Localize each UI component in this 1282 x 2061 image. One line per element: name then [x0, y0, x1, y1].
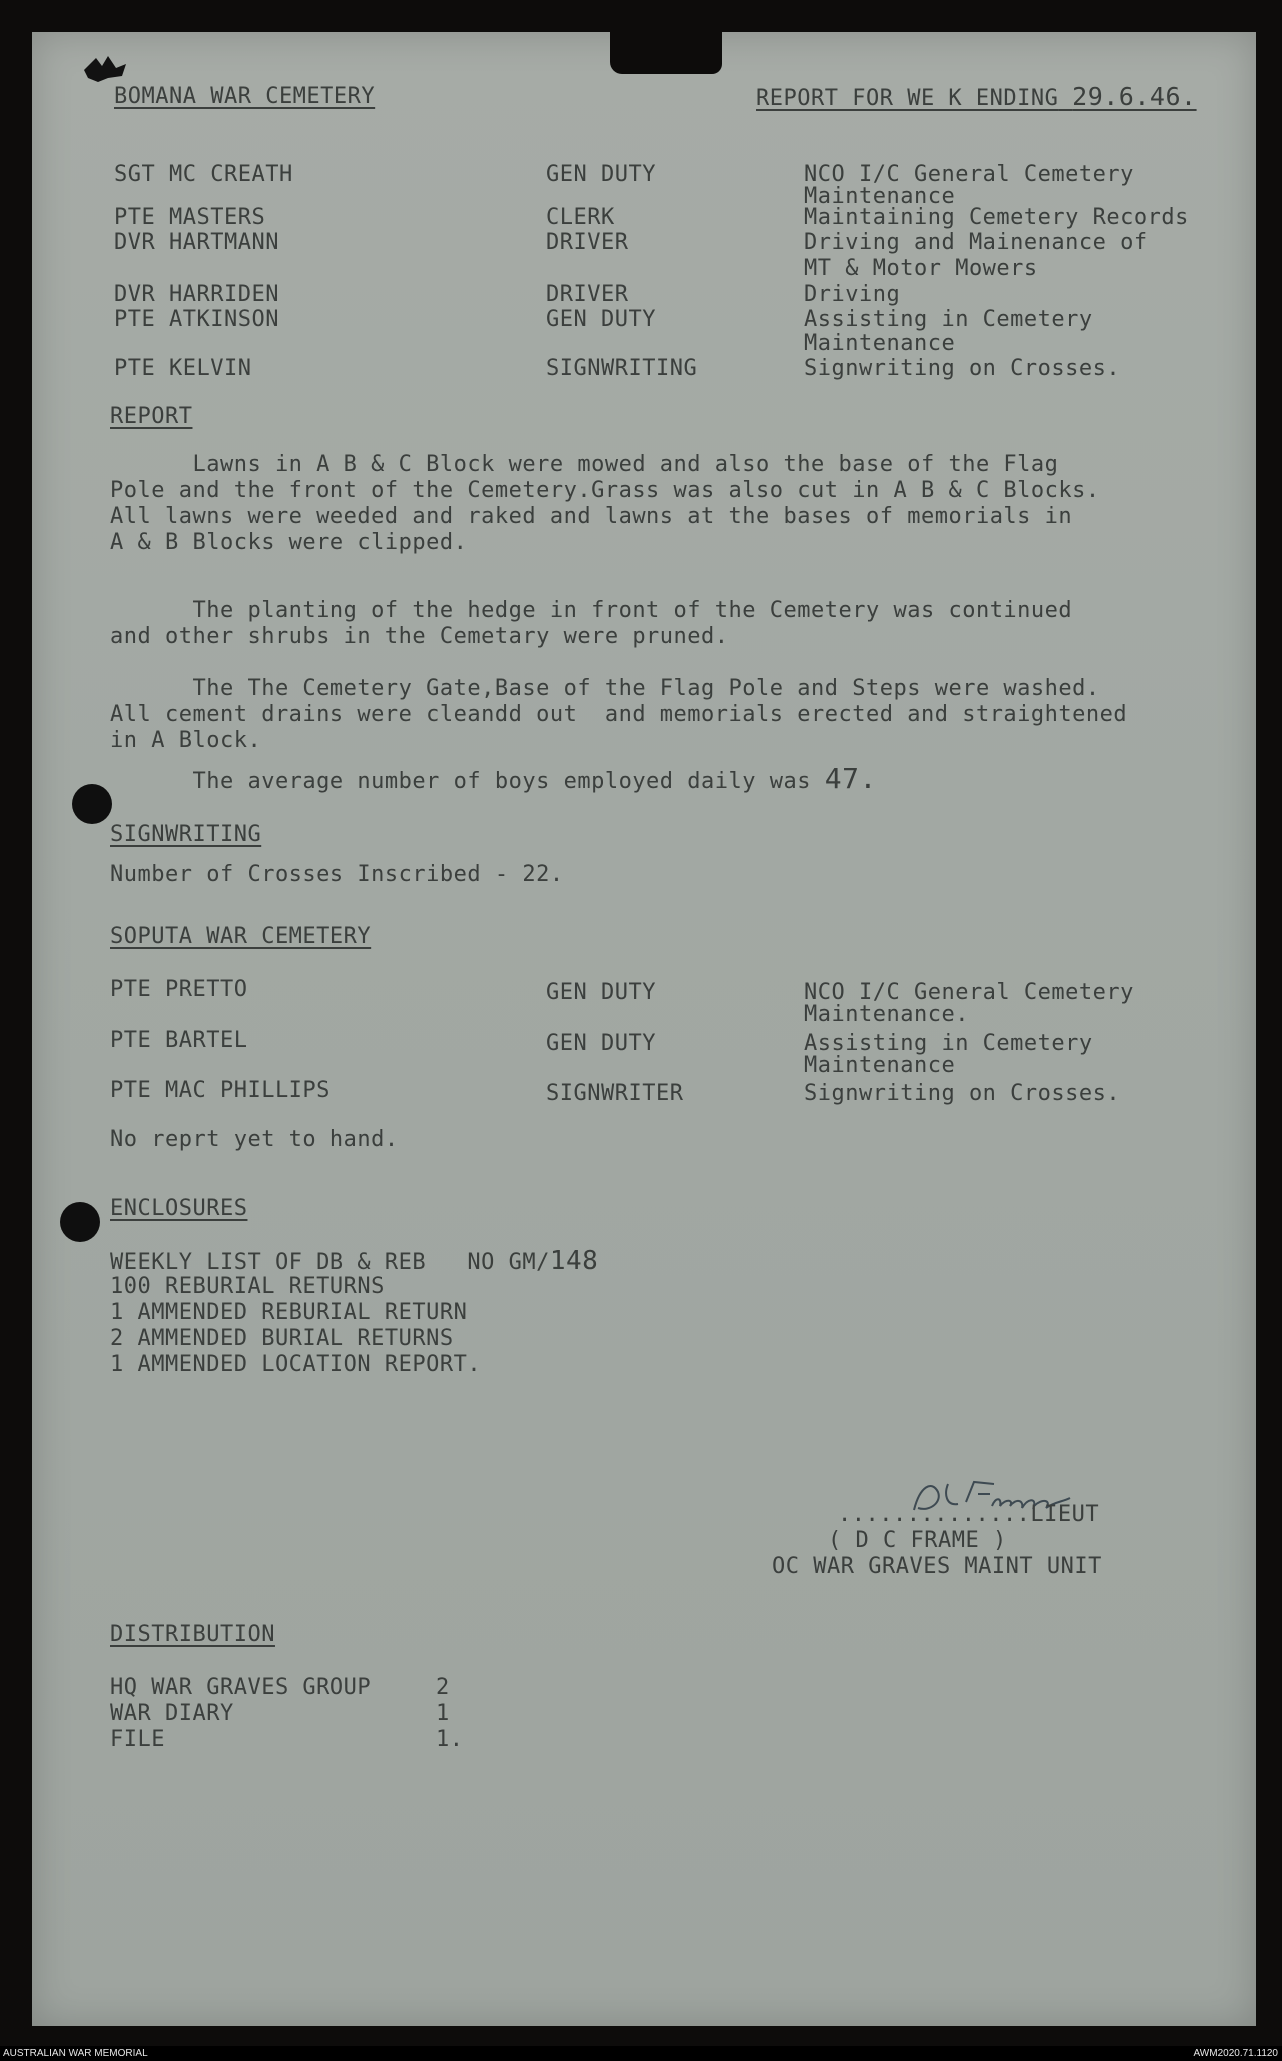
enclosure-line: 1 AMMENDED REBURIAL RETURN: [110, 1300, 468, 1325]
distribution-recipient: FILE: [110, 1727, 165, 1752]
signwriting-heading: SIGNWRITING: [110, 822, 262, 847]
document-page: [32, 32, 1256, 2026]
distribution-heading: DISTRIBUTION: [110, 1622, 275, 1647]
soputa-heading: SOPUTA WAR CEMETERY: [110, 924, 372, 949]
staff-name: PTE MAC PHILLIPS: [110, 1078, 330, 1103]
punch-hole: [60, 1202, 100, 1242]
staff-duty: NCO I/C General Cemetery: [804, 162, 1134, 187]
report-paragraph: The The Cemetery Gate,Base of the Flag Pole and Steps were washed. All cement drains were cleandd out and memorials erected and straightened in A Block.: [110, 676, 1128, 753]
report-paragraph: Lawns in A B & C Block were mowed and also the base of the Flag Pole and the front of the Cemetery.Grass was also cut in A B & C Blocks. All lawns were weeded and raked and lawns at the bases of memorials in A & B Blocks were clipped.: [110, 452, 1100, 555]
staff-duty: Maintenance: [804, 331, 956, 356]
archive-accession-number: AWM2020.71.1120: [1193, 2048, 1278, 2059]
staff-name: DVR HARTMANN: [114, 230, 279, 255]
staff-duty: NCO I/C General Cemetery: [804, 980, 1134, 1005]
distribution-count: 1.: [436, 1727, 464, 1752]
staff-duty: Maintenance.: [804, 1002, 969, 1027]
report-prefix: REPORT FOR WE K ENDING: [756, 86, 1059, 111]
boys-employed-text: The average number of boys employed daily was: [110, 769, 812, 794]
staff-duty: Driving: [804, 282, 901, 307]
signatory-unit: OC WAR GRAVES MAINT UNIT: [772, 1554, 1102, 1579]
enclosure-line: 1 AMMENDED LOCATION REPORT.: [110, 1352, 482, 1377]
distribution-count: 2: [436, 1675, 450, 1700]
staff-duty: Signwriting on Crosses.: [804, 356, 1121, 381]
report-heading: REPORT: [110, 404, 193, 429]
staff-duty: Maintenance: [804, 1053, 956, 1078]
staff-duty: Signwriting on Crosses.: [804, 1081, 1121, 1106]
staff-role: GEN DUTY: [546, 307, 656, 332]
staff-role: GEN DUTY: [546, 1031, 656, 1056]
distribution-count: 1: [436, 1701, 450, 1726]
distribution-recipient: WAR DIARY: [110, 1701, 234, 1726]
archive-credit: AUSTRALIAN WAR MEMORIAL: [3, 2048, 148, 2059]
boys-employed-line: [110, 762, 877, 795]
enclosure-line: 2 AMMENDED BURIAL RETURNS: [110, 1326, 454, 1351]
staff-name: PTE KELVIN: [114, 356, 252, 381]
cemetery-heading: BOMANA WAR CEMETERY: [114, 84, 376, 109]
staff-role: SIGNWRITING: [546, 356, 698, 381]
staff-name: PTE MASTERS: [114, 205, 266, 230]
boys-employed-count: 47.: [824, 762, 877, 795]
enclosure-line: 100 REBURIAL RETURNS: [110, 1274, 385, 1299]
staff-name: SGT MC CREATH: [114, 162, 293, 187]
signature-rank-line: ..............LIEUT: [838, 1502, 1100, 1527]
staff-duty: Maintaining Cemetery Records: [804, 205, 1189, 230]
staff-role: DRIVER: [546, 282, 629, 307]
crosses-inscribed: Number of Crosses Inscribed - 22.: [110, 862, 564, 887]
staff-role: DRIVER: [546, 230, 629, 255]
ink-blot-mark: [78, 48, 138, 88]
enclosure-line: [110, 1248, 598, 1276]
enclosures-heading: ENCLOSURES: [110, 1196, 248, 1221]
staff-name: PTE PRETTO: [110, 977, 248, 1002]
staff-role: GEN DUTY: [546, 162, 656, 187]
staff-duty: Maintenance: [804, 184, 956, 209]
signatory-name: ( D C FRAME ): [828, 1528, 1007, 1553]
staff-duty: Assisting in Cemetery: [804, 307, 1093, 332]
week-ending-date: 29.6.46.: [1072, 82, 1197, 111]
staff-duty: MT & Motor Mowers: [804, 256, 1038, 281]
report-paragraph: The planting of the hedge in front of the Cemetery was continued and other shrubs in the Cemetary were pruned.: [110, 598, 1073, 649]
enclosure-number: 148: [549, 1246, 599, 1276]
report-week-heading: [756, 84, 1197, 112]
staff-name: DVR HARRIDEN: [114, 282, 279, 307]
staff-role: CLERK: [546, 205, 615, 230]
soputa-note: No reprt yet to hand.: [110, 1127, 399, 1152]
paper-tear: [610, 32, 722, 74]
punch-hole: [72, 784, 112, 824]
staff-role: SIGNWRITER: [546, 1081, 684, 1106]
staff-duty: Driving and Mainenance of: [804, 230, 1148, 255]
distribution-recipient: HQ WAR GRAVES GROUP: [110, 1675, 372, 1700]
staff-role: GEN DUTY: [546, 980, 656, 1005]
staff-name: PTE ATKINSON: [114, 307, 279, 332]
staff-duty: Assisting in Cemetery: [804, 1031, 1093, 1056]
staff-name: PTE BARTEL: [110, 1028, 248, 1053]
enclosure-weekly-list: WEEKLY LIST OF DB & REB NO GM/: [110, 1250, 550, 1275]
